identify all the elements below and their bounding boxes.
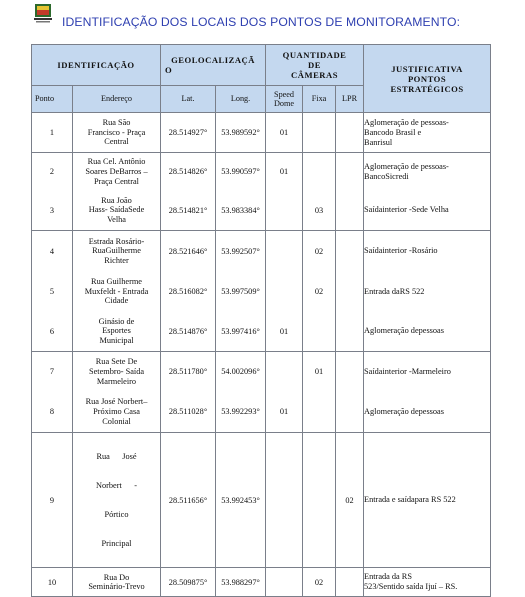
lpr-cell (336, 312, 364, 352)
lpr-cell (336, 352, 364, 392)
lat-cell: 28.511656° (161, 433, 216, 568)
endereco-line: Rua João (101, 195, 132, 205)
endereco-line: Rua São (102, 118, 131, 128)
endereco-cell (73, 231, 161, 272)
table-row (32, 113, 491, 153)
justificativa-cell (364, 272, 491, 312)
endereco-line: Rua Do (103, 572, 130, 582)
justificativa-cell (364, 113, 491, 153)
lat-cell: 28.509875° (161, 568, 216, 597)
lat-cell: 28.511780° (161, 352, 216, 392)
ponto-cell: 5 (32, 272, 73, 312)
lat-subheader: Lat. (161, 86, 216, 113)
fixa-cell (303, 153, 336, 191)
speed-cell (266, 231, 303, 272)
long-cell: 53.997509° (216, 272, 266, 312)
endereco-cell (73, 153, 161, 191)
table-row (32, 191, 491, 231)
endereco-line: Esportes (102, 326, 131, 336)
ponto-subheader: Ponto (32, 86, 73, 113)
endereco-line: Colonial (102, 416, 131, 426)
endereco-cell (73, 191, 161, 231)
table-row (32, 272, 491, 312)
endereco-cell (73, 113, 161, 153)
just-line: Entrada daRS 522 (364, 286, 425, 296)
table-row (32, 312, 491, 352)
speed-cell (266, 352, 303, 392)
justificativa-line2: PONTOS (407, 73, 447, 84)
long-cell: 53.992293° (216, 392, 266, 433)
endereco-line: Próximo Casa (93, 406, 140, 416)
just-line: Saídainterior -Sede Velha (364, 205, 449, 215)
endereco-line: Seminário-Trevo (88, 582, 145, 592)
lat-cell: 28.516082° (161, 272, 216, 312)
endereco-line: Central (104, 137, 129, 147)
speed-cell: 01 (266, 113, 303, 153)
endereco-line: Ginásio de (98, 316, 135, 326)
identificacao-header: IDENTIFICAÇÃO (32, 45, 161, 86)
quantidade-line3: CÂMERAS (291, 70, 338, 80)
speed-cell: 01 (266, 153, 303, 191)
just-line: Bancodo Brasil e (364, 127, 422, 137)
endereco-line: Municipal (99, 336, 134, 346)
justificativa-line3: ESTRATÉGICOS (390, 83, 464, 94)
page-header (0, 0, 525, 34)
fixa-subheader: Fixa (303, 86, 336, 113)
just-line: Entrada e saídapara RS 522 (364, 495, 456, 505)
table-row (32, 433, 491, 568)
endereco-line: Setembro- Saída (88, 366, 145, 376)
endereco-line: Marmeleiro (96, 376, 137, 386)
long-cell: 53.988297° (216, 568, 266, 597)
lat-cell: 28.521646° (161, 231, 216, 272)
just-line: Entrada da RS (364, 572, 412, 582)
ponto-cell: 1 (32, 113, 73, 153)
endereco-line: Cidade (104, 296, 129, 306)
ponto-cell: 3 (32, 191, 73, 231)
geolocalizacao-line2: O (165, 65, 173, 75)
table-row (32, 568, 491, 597)
lpr-cell (336, 568, 364, 597)
endereco-line: Pórtico (104, 509, 129, 519)
justificativa-cell (364, 153, 491, 191)
fixa-cell: 03 (303, 191, 336, 231)
long-subheader: Long. (216, 86, 266, 113)
lpr-cell: 02 (336, 433, 364, 568)
endereco-line: Richter (104, 256, 129, 266)
lpr-cell (336, 191, 364, 231)
ponto-cell: 6 (32, 312, 73, 352)
endereco-cell (73, 433, 161, 568)
just-line: Aglomeração depessoas (364, 326, 444, 336)
lpr-cell (336, 113, 364, 153)
endereco-line: Rua Cel. Antônio (87, 157, 146, 167)
long-cell: 53.997416° (216, 312, 266, 352)
geolocalizacao-line1: GEOLOCALIZAÇÃ (171, 55, 255, 65)
ponto-cell: 9 (32, 433, 73, 568)
endereco-line: Rua José Norbert– (85, 397, 148, 407)
long-cell: 53.989592° (216, 113, 266, 153)
just-line: Aglomeração depessoas (364, 406, 444, 416)
just-line: BancoSicredi (364, 171, 409, 181)
lat-cell: 28.514821° (161, 191, 216, 231)
endereco-line: Principal (101, 538, 132, 548)
justificativa-cell (364, 231, 491, 272)
lat-cell: 28.511028° (161, 392, 216, 433)
quantidade-line2: DE (308, 60, 321, 70)
endereco-line: Velha (107, 215, 126, 225)
speed-cell (266, 272, 303, 312)
monitoring-points-table (31, 44, 491, 597)
endereco-line: Norbert - (96, 480, 138, 490)
quantidade-line1: QUANTIDADE (282, 50, 347, 60)
justificativa-cell (364, 312, 491, 352)
fixa-cell (303, 433, 336, 568)
fixa-cell (303, 392, 336, 433)
lpr-cell (336, 231, 364, 272)
endereco-subheader: Endereço (73, 86, 161, 113)
quantidade-header (266, 45, 364, 86)
endereco-line: RuaGuilherme (92, 246, 141, 256)
lpr-subheader: LPR (336, 86, 364, 113)
endereco-line: Francisco - Praça (87, 127, 146, 137)
endereco-line: Soares DeBarros – (85, 166, 148, 176)
lat-cell: 28.514876° (161, 312, 216, 352)
ponto-cell: 2 (32, 153, 73, 191)
endereco-line: Rua José (96, 452, 137, 462)
lat-cell: 28.514826° (161, 153, 216, 191)
fixa-cell: 01 (303, 352, 336, 392)
fixa-cell (303, 312, 336, 352)
endereco-line: Estrada Rosário- (88, 236, 145, 246)
table-row (32, 231, 491, 272)
endereco-cell (73, 312, 161, 352)
endereco-cell (73, 568, 161, 597)
long-cell: 53.992453° (216, 433, 266, 568)
ponto-cell: 4 (32, 231, 73, 272)
just-line: Aglomeração de pessoas- (364, 117, 449, 127)
endereco-line: Rua Guilherme (91, 277, 142, 287)
endereco-cell (73, 392, 161, 433)
lpr-cell (336, 272, 364, 312)
justificativa-cell (364, 191, 491, 231)
justificativa-line1: JUSTIFICATIVA (391, 63, 463, 74)
fixa-cell: 02 (303, 568, 336, 597)
table-row (32, 352, 491, 392)
just-line: Aglomeração de pessoas- (364, 161, 449, 171)
justificativa-cell (364, 392, 491, 433)
table-row (32, 392, 491, 433)
fixa-cell: 02 (303, 272, 336, 312)
justificativa-cell (364, 352, 491, 392)
long-cell: 53.983384° (216, 191, 266, 231)
long-cell: 54.002096° (216, 352, 266, 392)
municipal-crest-icon (34, 4, 52, 24)
lpr-cell (336, 153, 364, 191)
just-line: Saídainterior -Marmeleiro (364, 366, 451, 376)
geolocalizacao-header (161, 45, 266, 86)
endereco-cell (73, 352, 161, 392)
endereco-cell (73, 272, 161, 312)
ponto-cell: 8 (32, 392, 73, 433)
speed-dome-line2: Dome (274, 99, 295, 108)
just-line: 523/Sentido saída Ijuí – RS. (364, 582, 458, 592)
speed-cell (266, 191, 303, 231)
speed-dome-line1: Speed (274, 89, 295, 99)
long-cell: 53.990597° (216, 153, 266, 191)
justificativa-header (364, 45, 491, 113)
table-row (32, 153, 491, 191)
lat-cell: 28.514927° (161, 113, 216, 153)
justificativa-cell (364, 568, 491, 597)
document-title: IDENTIFICAÇÃO DOS LOCAIS DOS PONTOS DE MONITORAMENTO: (62, 15, 461, 29)
fixa-cell (303, 113, 336, 153)
speed-cell: 01 (266, 312, 303, 352)
long-cell: 53.992507° (216, 231, 266, 272)
endereco-line: Muxfeldt - Entrada (84, 286, 149, 296)
endereco-line: Hass- SaídaSede (88, 205, 145, 215)
speed-cell: 01 (266, 392, 303, 433)
fixa-cell: 02 (303, 231, 336, 272)
speed-dome-subheader (266, 86, 303, 113)
speed-cell (266, 568, 303, 597)
endereco-line: Rua Sete De (95, 357, 138, 367)
justificativa-cell (364, 433, 491, 568)
just-line: Banrisul (364, 137, 393, 147)
endereco-line: Praça Central (94, 176, 139, 186)
just-line: Saídainterior -Rosário (364, 246, 438, 256)
ponto-cell: 10 (32, 568, 73, 597)
lpr-cell (336, 392, 364, 433)
speed-cell (266, 433, 303, 568)
ponto-cell: 7 (32, 352, 73, 392)
